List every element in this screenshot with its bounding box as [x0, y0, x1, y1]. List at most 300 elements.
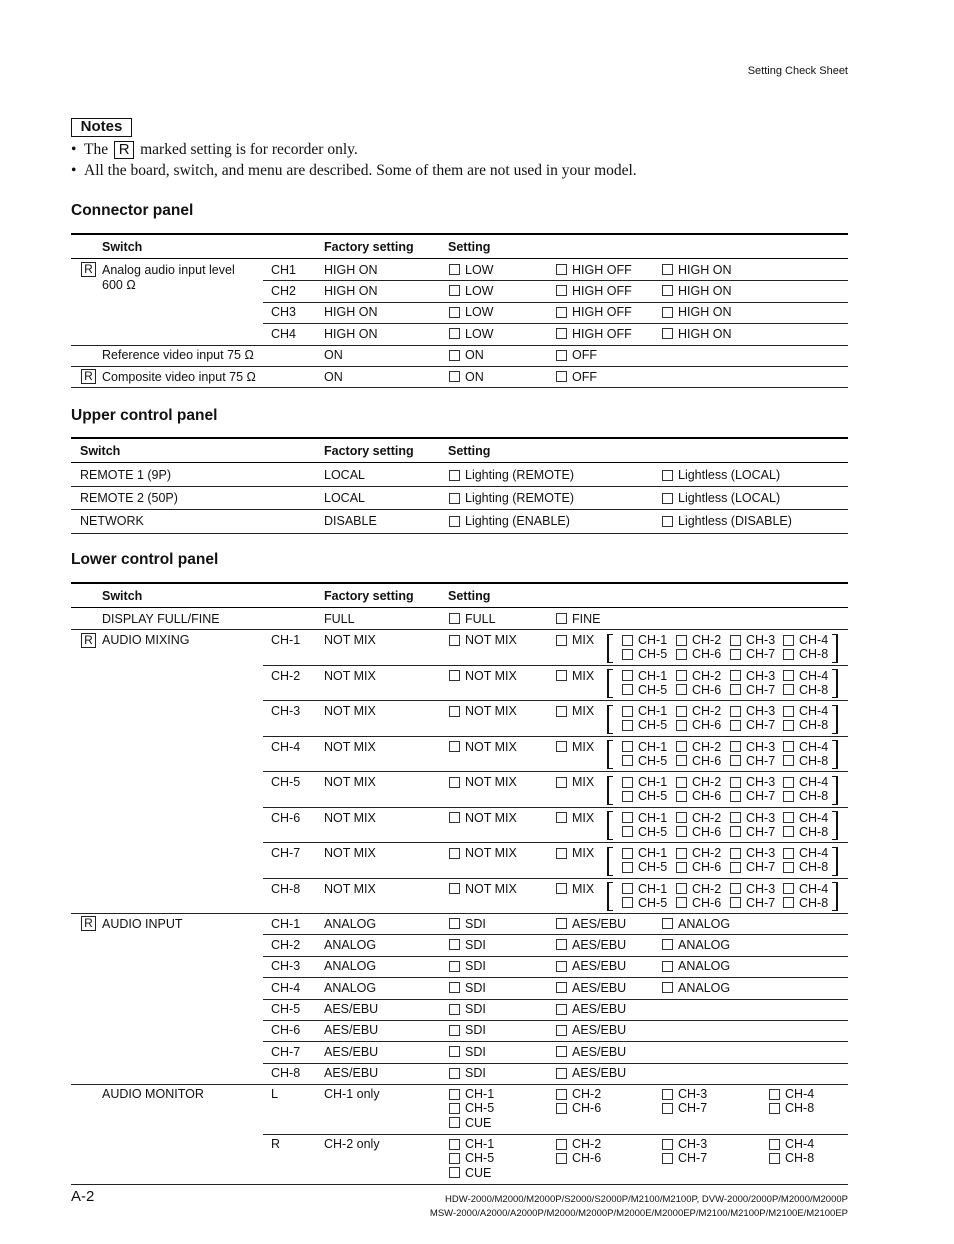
setting-option[interactable] — [556, 633, 594, 647]
setting-option[interactable] — [662, 917, 730, 931]
setting-option[interactable] — [556, 1137, 601, 1151]
checkbox[interactable] — [449, 1004, 460, 1015]
setting-option[interactable] — [556, 669, 594, 683]
checkbox[interactable] — [556, 741, 567, 752]
checkbox[interactable] — [730, 848, 741, 859]
setting-option[interactable] — [730, 882, 775, 896]
setting-option[interactable] — [449, 284, 493, 298]
setting-option[interactable] — [622, 683, 667, 697]
checkbox[interactable] — [449, 264, 460, 275]
setting-option[interactable] — [449, 917, 486, 931]
checkbox[interactable] — [556, 1089, 567, 1100]
setting-option[interactable] — [449, 981, 486, 995]
setting-option-label: HIGH OFF — [572, 305, 632, 320]
checkbox[interactable] — [676, 883, 687, 894]
checkbox[interactable] — [556, 1139, 567, 1150]
setting-option[interactable] — [556, 981, 626, 995]
checkbox[interactable] — [662, 493, 673, 504]
setting-option[interactable] — [556, 263, 632, 277]
setting-option[interactable] — [449, 1045, 486, 1059]
checkbox[interactable] — [622, 883, 633, 894]
checkbox[interactable] — [556, 1046, 567, 1057]
setting-option[interactable] — [783, 896, 828, 910]
setting-option[interactable] — [730, 647, 775, 661]
setting-option[interactable] — [783, 683, 828, 697]
setting-option[interactable] — [556, 846, 594, 860]
setting-option[interactable] — [556, 740, 594, 754]
checkbox[interactable] — [622, 635, 633, 646]
setting-option[interactable] — [449, 740, 517, 754]
setting-option[interactable] — [556, 348, 597, 362]
checkbox[interactable] — [783, 706, 794, 717]
setting-option[interactable] — [662, 981, 730, 995]
checkbox[interactable] — [662, 264, 673, 275]
setting-option[interactable] — [449, 1101, 494, 1115]
setting-option[interactable] — [730, 789, 775, 803]
checkbox[interactable] — [556, 350, 567, 361]
checkbox[interactable] — [662, 939, 673, 950]
setting-option[interactable] — [449, 1087, 494, 1101]
checkbox[interactable] — [449, 670, 460, 681]
setting-option[interactable] — [769, 1101, 814, 1115]
setting-option[interactable] — [676, 704, 721, 718]
setting-option[interactable] — [783, 775, 828, 789]
checkbox[interactable] — [676, 649, 687, 660]
checkbox[interactable] — [449, 939, 460, 950]
checkbox[interactable] — [730, 897, 741, 908]
checkbox[interactable] — [622, 777, 633, 788]
checkbox[interactable] — [783, 862, 794, 873]
checkbox[interactable] — [676, 755, 687, 766]
setting-option[interactable] — [769, 1137, 814, 1151]
checkbox[interactable] — [449, 1025, 460, 1036]
setting-option[interactable] — [769, 1151, 814, 1165]
setting-option[interactable] — [449, 1023, 486, 1037]
checkbox[interactable] — [676, 720, 687, 731]
checkbox[interactable] — [449, 1153, 460, 1164]
checkbox[interactable] — [662, 1139, 673, 1150]
setting-option[interactable] — [556, 1087, 601, 1101]
checkbox[interactable] — [676, 897, 687, 908]
setting-option[interactable] — [556, 327, 632, 341]
checkbox[interactable] — [662, 1089, 673, 1100]
checkbox[interactable] — [449, 1068, 460, 1079]
checkbox[interactable] — [449, 516, 460, 527]
checkbox[interactable] — [730, 826, 741, 837]
column-header-switch: Switch — [80, 444, 121, 458]
setting-option[interactable] — [676, 669, 721, 683]
checkbox[interactable] — [783, 755, 794, 766]
setting-option[interactable] — [783, 882, 828, 896]
checkbox[interactable] — [556, 328, 567, 339]
setting-option[interactable] — [449, 1166, 491, 1180]
setting-option[interactable] — [783, 647, 828, 661]
checkbox[interactable] — [676, 812, 687, 823]
setting-option[interactable] — [730, 896, 775, 910]
checkbox[interactable] — [676, 741, 687, 752]
checkbox[interactable] — [730, 741, 741, 752]
setting-option[interactable] — [556, 775, 594, 789]
setting-option[interactable] — [730, 775, 775, 789]
checkbox[interactable] — [676, 848, 687, 859]
checkbox[interactable] — [556, 264, 567, 275]
checkbox[interactable] — [783, 897, 794, 908]
checkbox[interactable] — [783, 720, 794, 731]
setting-option[interactable] — [662, 263, 731, 277]
checkbox[interactable] — [662, 516, 673, 527]
switch-name: AUDIO INPUT — [102, 916, 183, 931]
setting-option[interactable] — [556, 811, 594, 825]
setting-option[interactable] — [622, 775, 667, 789]
setting-option[interactable] — [449, 1116, 491, 1130]
checkbox[interactable] — [676, 777, 687, 788]
checkbox[interactable] — [449, 741, 460, 752]
setting-option[interactable] — [449, 1066, 486, 1080]
setting-option[interactable] — [730, 740, 775, 754]
setting-option[interactable] — [556, 1002, 626, 1016]
setting-option[interactable] — [556, 1151, 601, 1165]
setting-option[interactable] — [676, 647, 721, 661]
checkbox[interactable] — [556, 939, 567, 950]
setting-option[interactable] — [730, 683, 775, 697]
setting-option[interactable] — [730, 846, 775, 860]
checkbox[interactable] — [556, 706, 567, 717]
checkbox[interactable] — [676, 862, 687, 873]
checkbox[interactable] — [449, 1103, 460, 1114]
setting-option[interactable] — [676, 718, 721, 732]
checkbox[interactable] — [449, 812, 460, 823]
checkbox[interactable] — [622, 791, 633, 802]
setting-option[interactable] — [676, 633, 721, 647]
setting-option[interactable] — [622, 647, 667, 661]
setting-option[interactable] — [730, 633, 775, 647]
checkbox[interactable] — [622, 684, 633, 695]
setting-option[interactable] — [622, 718, 667, 732]
recorder-only-badge: R — [81, 633, 96, 648]
setting-option[interactable] — [730, 669, 775, 683]
checkbox[interactable] — [622, 649, 633, 660]
setting-option[interactable] — [730, 811, 775, 825]
setting-option[interactable] — [556, 1023, 626, 1037]
setting-option[interactable] — [730, 825, 775, 839]
checkbox[interactable] — [449, 706, 460, 717]
checkbox[interactable] — [556, 812, 567, 823]
checkbox[interactable] — [662, 285, 673, 296]
checkbox[interactable] — [662, 918, 673, 929]
setting-option[interactable] — [676, 846, 721, 860]
checkbox[interactable] — [556, 307, 567, 318]
setting-option[interactable] — [449, 959, 486, 973]
checkbox[interactable] — [730, 883, 741, 894]
checkbox[interactable] — [556, 961, 567, 972]
setting-option[interactable] — [556, 1066, 626, 1080]
setting-option[interactable] — [676, 754, 721, 768]
setting-option[interactable] — [676, 825, 721, 839]
setting-option[interactable] — [449, 882, 517, 896]
checkbox[interactable] — [783, 812, 794, 823]
setting-option[interactable] — [449, 704, 517, 718]
checkbox[interactable] — [622, 848, 633, 859]
setting-option[interactable] — [556, 1045, 626, 1059]
checkbox[interactable] — [662, 982, 673, 993]
setting-option[interactable] — [662, 327, 731, 341]
setting-option[interactable] — [622, 704, 667, 718]
checkbox[interactable] — [449, 848, 460, 859]
setting-option[interactable] — [676, 740, 721, 754]
setting-option[interactable] — [449, 1151, 494, 1165]
setting-option[interactable] — [662, 305, 731, 319]
row-divider — [263, 878, 848, 879]
setting-option[interactable] — [676, 789, 721, 803]
checkbox[interactable] — [783, 777, 794, 788]
checkbox[interactable] — [622, 755, 633, 766]
checkbox[interactable] — [556, 918, 567, 929]
setting-option[interactable] — [622, 896, 667, 910]
checkbox[interactable] — [556, 777, 567, 788]
setting-option[interactable] — [662, 1151, 707, 1165]
setting-option[interactable] — [662, 1087, 707, 1101]
checkbox[interactable] — [622, 720, 633, 731]
checkbox[interactable] — [449, 635, 460, 646]
checkbox[interactable] — [662, 470, 673, 481]
setting-option[interactable] — [783, 633, 828, 647]
setting-option[interactable] — [676, 896, 721, 910]
checkbox[interactable] — [449, 493, 460, 504]
setting-option[interactable] — [662, 1137, 707, 1151]
checkbox[interactable] — [449, 883, 460, 894]
setting-option[interactable] — [556, 370, 597, 384]
checkbox[interactable] — [622, 826, 633, 837]
setting-option[interactable] — [449, 846, 517, 860]
checkbox[interactable] — [449, 777, 460, 788]
setting-option[interactable] — [556, 284, 632, 298]
checkbox[interactable] — [449, 982, 460, 993]
setting-option[interactable] — [622, 754, 667, 768]
checkbox[interactable] — [730, 812, 741, 823]
checkbox[interactable] — [730, 706, 741, 717]
checkbox[interactable] — [730, 720, 741, 731]
checkbox[interactable] — [556, 848, 567, 859]
setting-option-label: AES/EBU — [572, 1044, 627, 1059]
checkbox[interactable] — [730, 755, 741, 766]
checkbox[interactable] — [622, 897, 633, 908]
checkbox[interactable] — [449, 350, 460, 361]
setting-option[interactable] — [622, 740, 667, 754]
checkbox[interactable] — [449, 1117, 460, 1128]
setting-option[interactable] — [556, 917, 626, 931]
checkbox[interactable] — [783, 670, 794, 681]
checkbox[interactable] — [556, 1068, 567, 1079]
checkbox[interactable] — [676, 791, 687, 802]
checkbox[interactable] — [556, 1103, 567, 1114]
checkbox[interactable] — [662, 1153, 673, 1164]
bracket-open — [607, 847, 613, 876]
setting-option[interactable] — [676, 683, 721, 697]
checkbox[interactable] — [783, 684, 794, 695]
checkbox[interactable] — [783, 826, 794, 837]
setting-option[interactable] — [556, 959, 626, 973]
setting-option-label: CH-5 — [638, 682, 668, 697]
checkbox[interactable] — [769, 1089, 780, 1100]
setting-option[interactable] — [449, 305, 493, 319]
checkbox[interactable] — [449, 1167, 460, 1178]
setting-option[interactable] — [662, 938, 730, 952]
setting-option[interactable] — [449, 1002, 486, 1016]
setting-option[interactable] — [622, 811, 667, 825]
checkbox[interactable] — [449, 961, 460, 972]
setting-option[interactable] — [449, 327, 493, 341]
checkbox[interactable] — [769, 1103, 780, 1114]
checkbox[interactable] — [556, 1025, 567, 1036]
checkbox[interactable] — [556, 285, 567, 296]
setting-option[interactable] — [449, 612, 496, 626]
setting-option-label: ANALOG — [678, 980, 731, 995]
setting-option[interactable] — [449, 811, 517, 825]
checkbox[interactable] — [449, 285, 460, 296]
checkbox[interactable] — [783, 649, 794, 660]
checkbox[interactable] — [556, 982, 567, 993]
checkbox[interactable] — [676, 706, 687, 717]
setting-option[interactable] — [556, 938, 626, 952]
setting-option[interactable] — [556, 704, 594, 718]
checkbox[interactable] — [730, 635, 741, 646]
setting-option[interactable] — [449, 1137, 494, 1151]
checkbox[interactable] — [556, 1004, 567, 1015]
checkbox[interactable] — [676, 826, 687, 837]
checkbox[interactable] — [556, 635, 567, 646]
checkbox[interactable] — [662, 328, 673, 339]
setting-option[interactable] — [449, 633, 517, 647]
setting-option[interactable] — [730, 718, 775, 732]
checkbox[interactable] — [449, 1139, 460, 1150]
checkbox[interactable] — [622, 862, 633, 873]
checkbox[interactable] — [449, 307, 460, 318]
setting-option[interactable] — [556, 612, 600, 626]
checkbox[interactable] — [769, 1139, 780, 1150]
setting-option[interactable] — [662, 514, 792, 528]
checkbox[interactable] — [783, 791, 794, 802]
checkbox[interactable] — [769, 1153, 780, 1164]
recorder-only-badge: R — [81, 369, 96, 384]
setting-option[interactable] — [556, 1101, 601, 1115]
setting-option[interactable] — [662, 1101, 707, 1115]
setting-option[interactable] — [783, 754, 828, 768]
setting-option[interactable] — [783, 740, 828, 754]
checkbox[interactable] — [783, 635, 794, 646]
checkbox[interactable] — [676, 684, 687, 695]
checkbox[interactable] — [662, 961, 673, 972]
checkbox[interactable] — [449, 613, 460, 624]
checkbox[interactable] — [676, 635, 687, 646]
checkbox[interactable] — [730, 791, 741, 802]
setting-option-label: CH-7 — [678, 1151, 708, 1166]
setting-option[interactable] — [730, 754, 775, 768]
setting-option[interactable] — [449, 263, 493, 277]
setting-option[interactable] — [449, 491, 574, 505]
setting-option[interactable] — [662, 491, 780, 505]
setting-option[interactable] — [449, 775, 517, 789]
setting-option[interactable] — [662, 284, 731, 298]
checkbox[interactable] — [449, 328, 460, 339]
checkbox[interactable] — [676, 670, 687, 681]
checkbox[interactable] — [622, 741, 633, 752]
setting-option[interactable] — [676, 775, 721, 789]
setting-option[interactable] — [449, 370, 484, 384]
checkbox[interactable] — [449, 470, 460, 481]
setting-option[interactable] — [556, 882, 594, 896]
setting-option[interactable] — [556, 305, 632, 319]
setting-option[interactable] — [622, 882, 667, 896]
setting-option[interactable] — [622, 846, 667, 860]
setting-option[interactable] — [769, 1087, 814, 1101]
checkbox[interactable] — [449, 918, 460, 929]
setting-option[interactable] — [730, 860, 775, 874]
row-divider — [263, 700, 848, 701]
setting-option[interactable] — [783, 704, 828, 718]
checkbox[interactable] — [662, 307, 673, 318]
setting-option[interactable] — [783, 860, 828, 874]
setting-option[interactable] — [449, 514, 570, 528]
setting-option[interactable] — [783, 789, 828, 803]
checkbox[interactable] — [556, 371, 567, 382]
setting-option[interactable] — [449, 938, 486, 952]
setting-option[interactable] — [730, 704, 775, 718]
checkbox[interactable] — [556, 613, 567, 624]
checkbox[interactable] — [783, 848, 794, 859]
setting-option[interactable] — [449, 669, 517, 683]
checkbox[interactable] — [556, 670, 567, 681]
checkbox[interactable] — [783, 883, 794, 894]
setting-option[interactable] — [676, 860, 721, 874]
setting-option[interactable] — [622, 825, 667, 839]
checkbox[interactable] — [449, 1046, 460, 1057]
setting-option-label: CH-3 — [746, 739, 776, 754]
setting-option[interactable] — [783, 811, 828, 825]
checkbox[interactable] — [730, 777, 741, 788]
setting-option[interactable] — [783, 718, 828, 732]
setting-option[interactable] — [622, 789, 667, 803]
setting-option[interactable] — [662, 468, 780, 482]
checkbox[interactable] — [662, 1103, 673, 1114]
setting-option[interactable] — [783, 846, 828, 860]
setting-option[interactable] — [783, 669, 828, 683]
checkbox[interactable] — [730, 862, 741, 873]
setting-option-label: CH-1 — [638, 739, 668, 754]
setting-option[interactable] — [449, 468, 574, 482]
checkbox[interactable] — [783, 741, 794, 752]
checkbox[interactable] — [449, 371, 460, 382]
checkbox[interactable] — [556, 1153, 567, 1164]
setting-option[interactable] — [622, 669, 667, 683]
setting-option[interactable] — [622, 860, 667, 874]
setting-option[interactable] — [449, 348, 484, 362]
checkbox[interactable] — [730, 684, 741, 695]
setting-option[interactable] — [783, 825, 828, 839]
checkbox[interactable] — [622, 706, 633, 717]
checkbox[interactable] — [449, 1089, 460, 1100]
checkbox[interactable] — [730, 649, 741, 660]
setting-option[interactable] — [662, 959, 730, 973]
checkbox[interactable] — [622, 670, 633, 681]
setting-option[interactable] — [676, 811, 721, 825]
checkbox[interactable] — [730, 670, 741, 681]
checkbox[interactable] — [622, 812, 633, 823]
setting-option[interactable] — [676, 882, 721, 896]
setting-option-label: CH-5 — [638, 753, 668, 768]
checkbox[interactable] — [556, 883, 567, 894]
channel-label: CH-4 — [271, 739, 301, 754]
setting-option[interactable] — [622, 633, 667, 647]
